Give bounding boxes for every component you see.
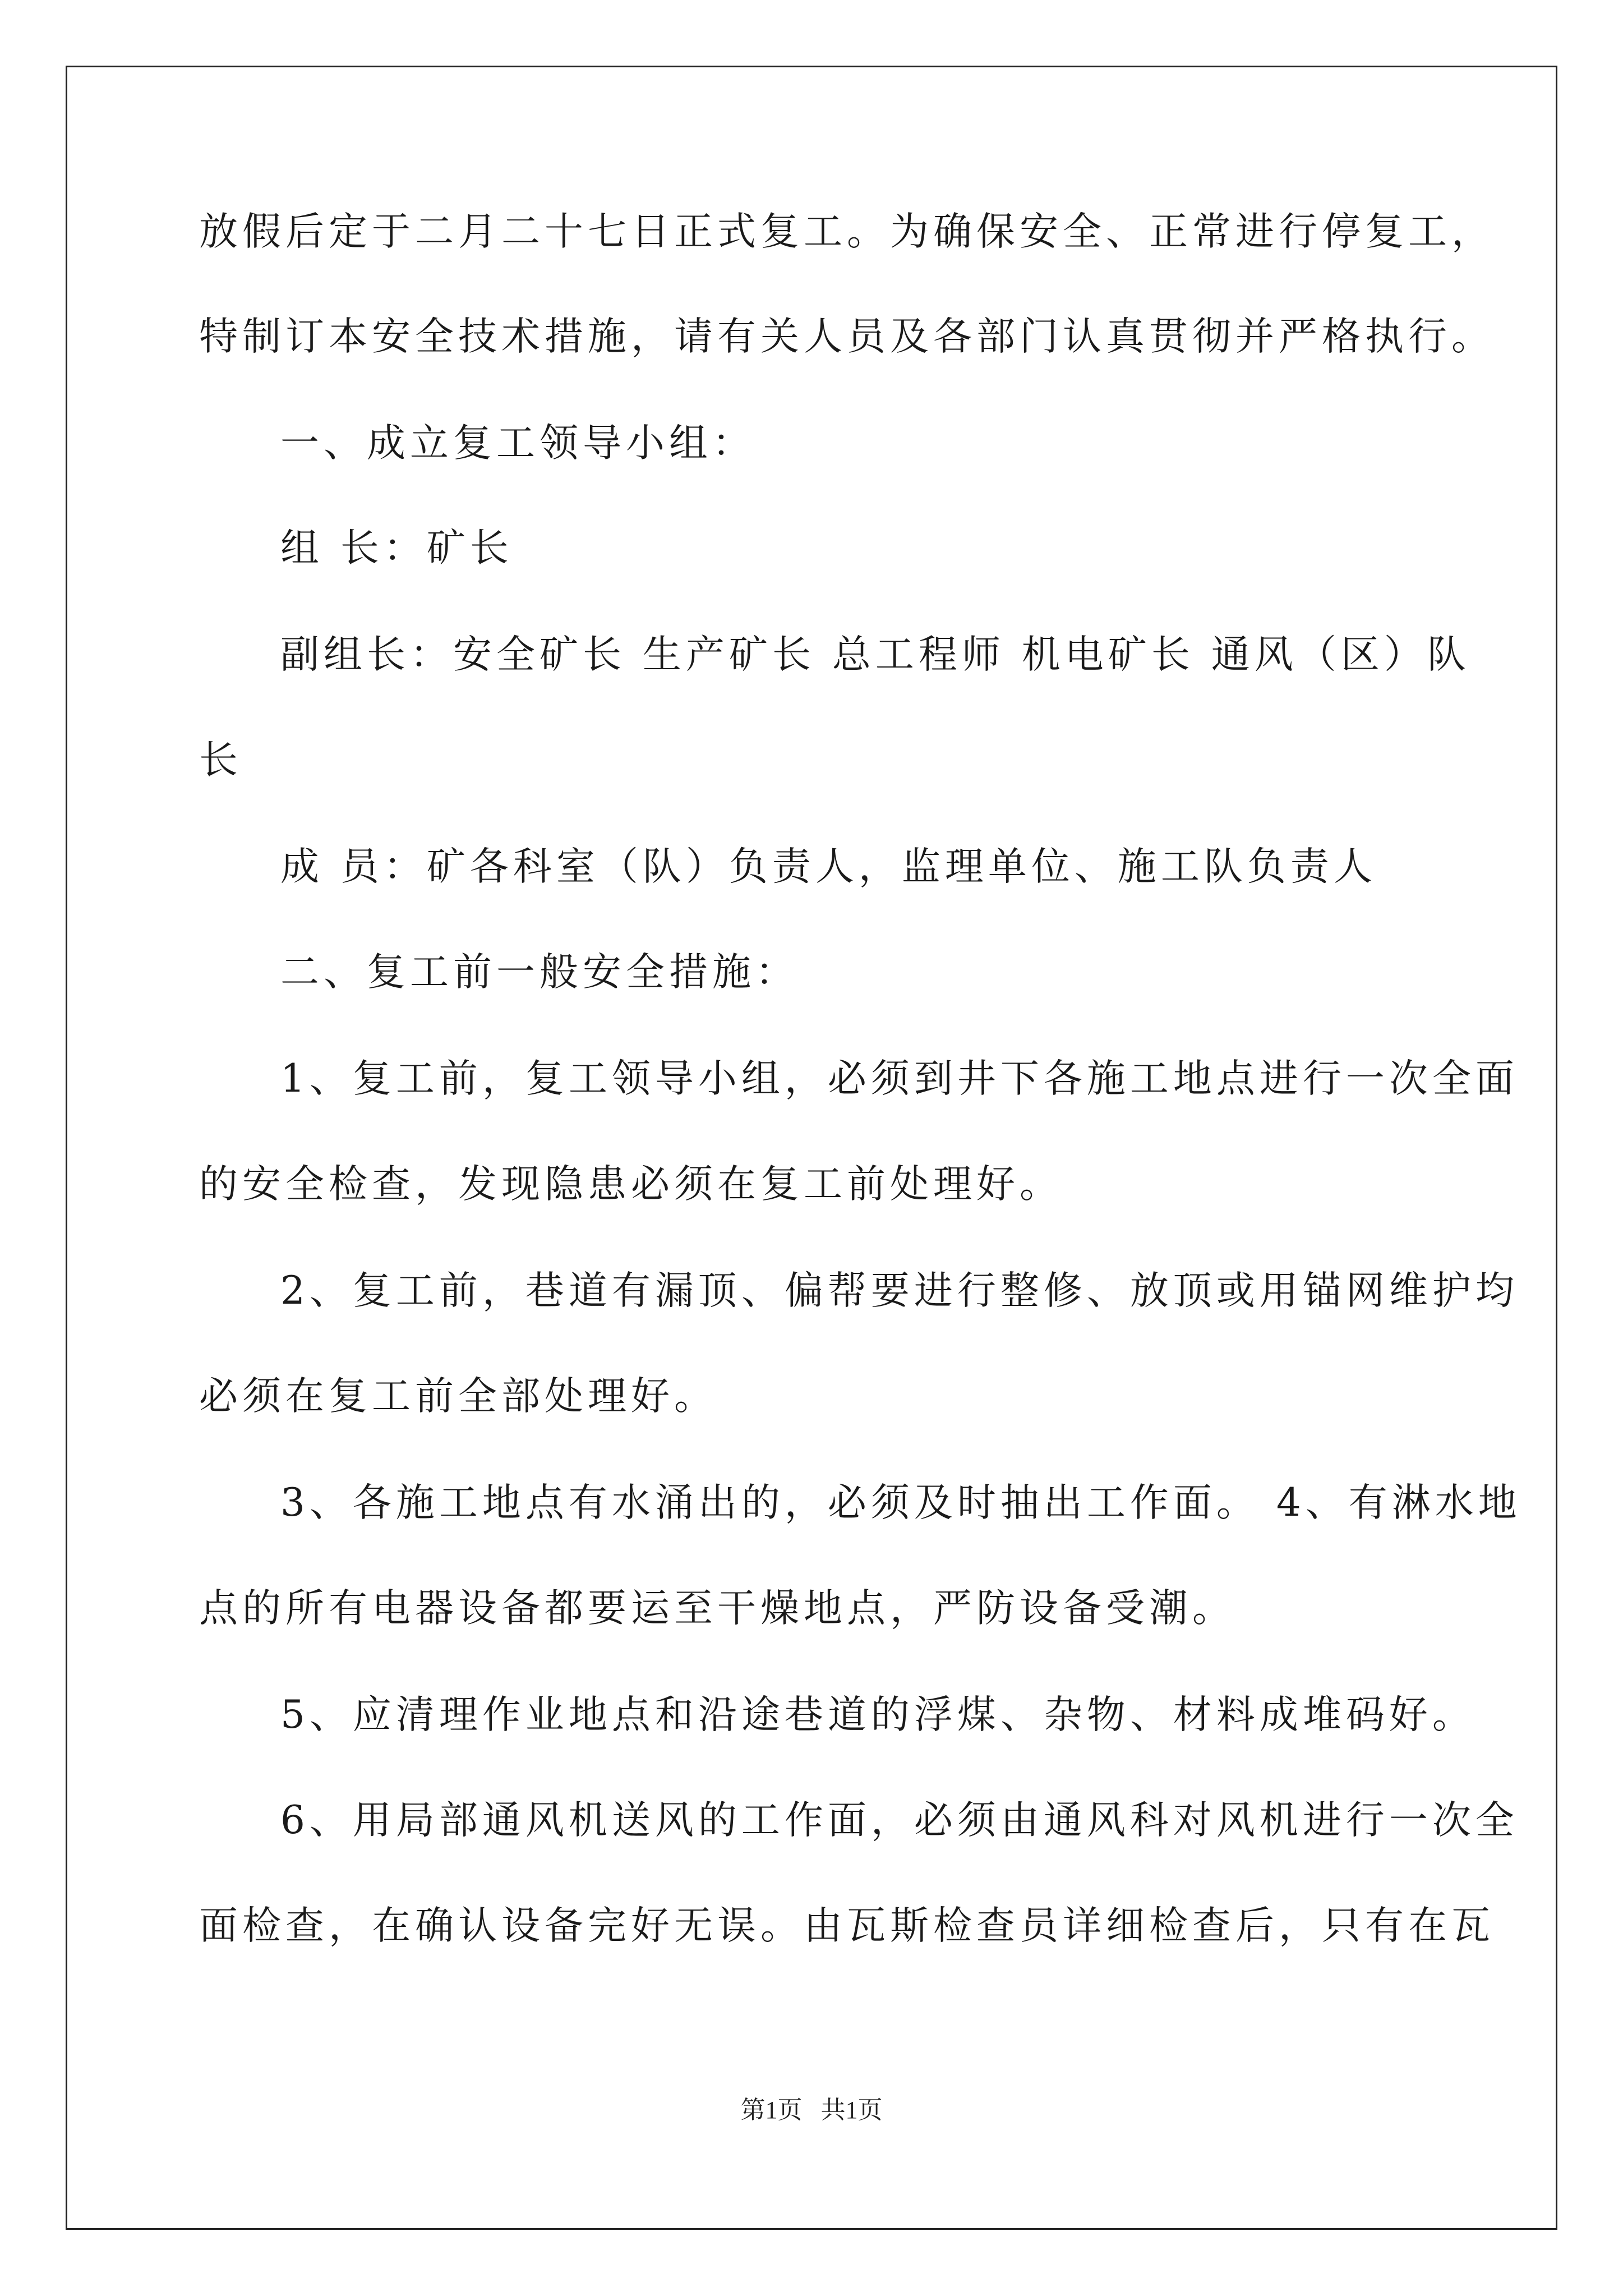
item-2-line-1: 2、复工前，巷道有漏顶、偏帮要进行整修、放顶或用锚网维护均: [280, 1268, 1519, 1313]
item-6-line-1: 6、用局部通风机送风的工作面，必须由通风科对风机进行一次全: [280, 1798, 1519, 1843]
item-6-line-2: 面检查，在确认设备完好无误。由瓦斯检查员详细检查后，只有在瓦: [199, 1903, 1495, 1948]
members-line: 成 员：矿各科室（队）负责人，监理单位、施工队负责人: [280, 844, 1377, 889]
item-1-line-1: 1、复工前，复工领导小组，必须到井下各施工地点进行一次全面: [280, 1056, 1519, 1101]
item-3-line-1: 3、各施工地点有水涌出的，必须及时抽出工作面。 4、有淋水地: [280, 1480, 1521, 1525]
section-heading-2: 二、复工前一般安全措施：: [280, 950, 799, 995]
section-heading-1: 一、成立复工领导小组：: [280, 421, 755, 466]
body-line-2: 特制订本安全技术措施，请有关人员及各部门认真贯彻并严格执行。: [199, 314, 1495, 359]
item-3-line-2: 点的所有电器设备都要运至干燥地点，严防设备受潮。: [199, 1586, 1235, 1631]
deputy-leader-line: 副组长：安全矿长 生产矿长 总工程师 机电矿长 通风（区）队: [280, 632, 1470, 677]
body-line-1: 放假后定于二月二十七日正式复工。为确保安全、正常进行停复工，: [199, 209, 1495, 254]
page-number-footer: 第1页 共1页: [740, 2096, 883, 2124]
leader-line: 组 长：矿长: [280, 526, 513, 570]
deputy-leader-line-cont: 长: [199, 738, 242, 783]
item-1-line-2: 的安全检查，发现隐患必须在复工前处理好。: [199, 1162, 1063, 1207]
item-5-line: 5、应清理作业地点和沿途巷道的浮煤、杂物、材料成堆码好。: [280, 1692, 1476, 1737]
item-2-line-2: 必须在复工前全部处理好。: [199, 1374, 717, 1419]
